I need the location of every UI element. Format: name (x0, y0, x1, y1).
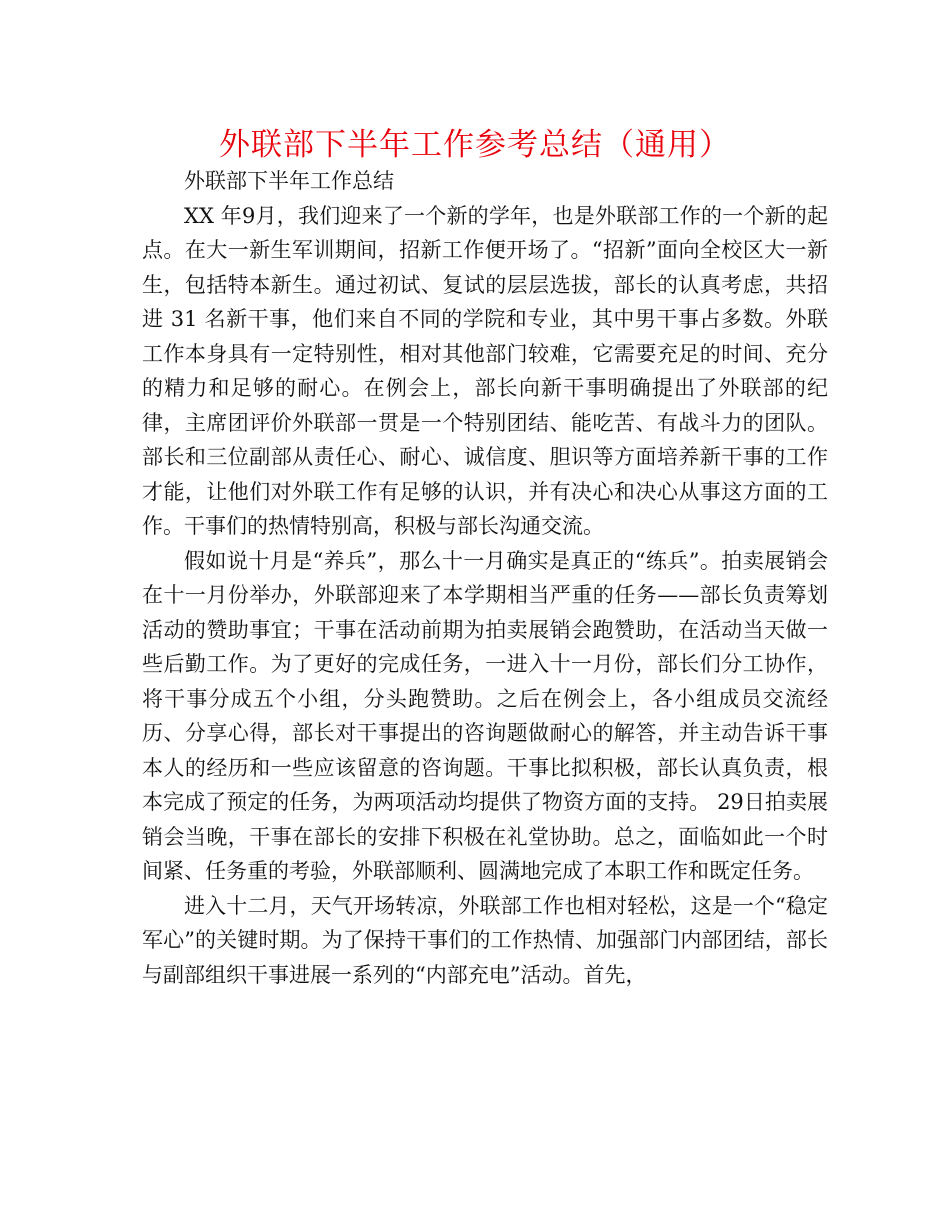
document-title: 外联部下半年工作参考总结（通用） (219, 127, 731, 163)
body-paragraph-3: 进入十二月，天气开场转凉，外联部工作也相对轻松，这是一个“稳定军心”的关键时期。为了保持干事们的工作热情、加强部门内部团结，部长与副部组织干事进展一系列的“内部充电”活动。首先， (142, 893, 828, 987)
body-paragraph-1: XX 年9月，我们迎来了一个新的学年，也是外联部工作的一个新的起点。在大一新生军训期间，招新工作便开场了。“招新”面向全校区大一新生，包括特本新生。通过初试、复试的层层选拔，部长的认真考虑，共招进 31 名新干事，他们来自不同的学院和专业，其中男干事占多数。外联工作本身具有一定特别性，相对其他部门较难，它需要充足的时间、充分的精力和足够的耐心。在例会上，部长向新干事明确提出了外联部的纪律，主席团评价外联部一贯是一个特别团结、能吃苦、有战斗力的团队。部长和三位副部从责任心、耐心、诚信度、胆识等方面培养新干事的工作才能，让他们对外联工作有足够的认识，并有决心和决心从事这方面的工作。干事们的热情特别高，积极与部长沟通交流。 (142, 203, 828, 538)
document-body (142, 164, 828, 992)
body-paragraph-2: 假如说十月是“养兵”，那么十一月确实是真正的“练兵”。拍卖展销会在十一月份举办，外联部迎来了本学期相当严重的任务——部长负责筹划活动的赞助事宜；干事在活动前期为拍卖展销会跑赞助，在活动当天做一些后勤工作。为了更好的完成任务，一进入十一月份，部长们分工协作，将干事分成五个小组，分头跑赞助。之后在例会上，各小组成员交流经历、分享心得，部长对干事提出的咨询题做耐心的解答，并主动告诉干事本人的经历和一些应该留意的咨询题。干事比拟积极，部长认真负责，根本完成了预定的任务，为两项活动均提供了物资方面的支持。 29日拍卖展销会当晚，干事在部长的安排下积极在礼堂协助。总之，面临如此一个时间紧、任务重的考验，外联部顺利、圆满地完成了本职工作和既定任务。 (142, 548, 828, 883)
document-subtitle: 外联部下半年工作总结 (184, 169, 394, 193)
